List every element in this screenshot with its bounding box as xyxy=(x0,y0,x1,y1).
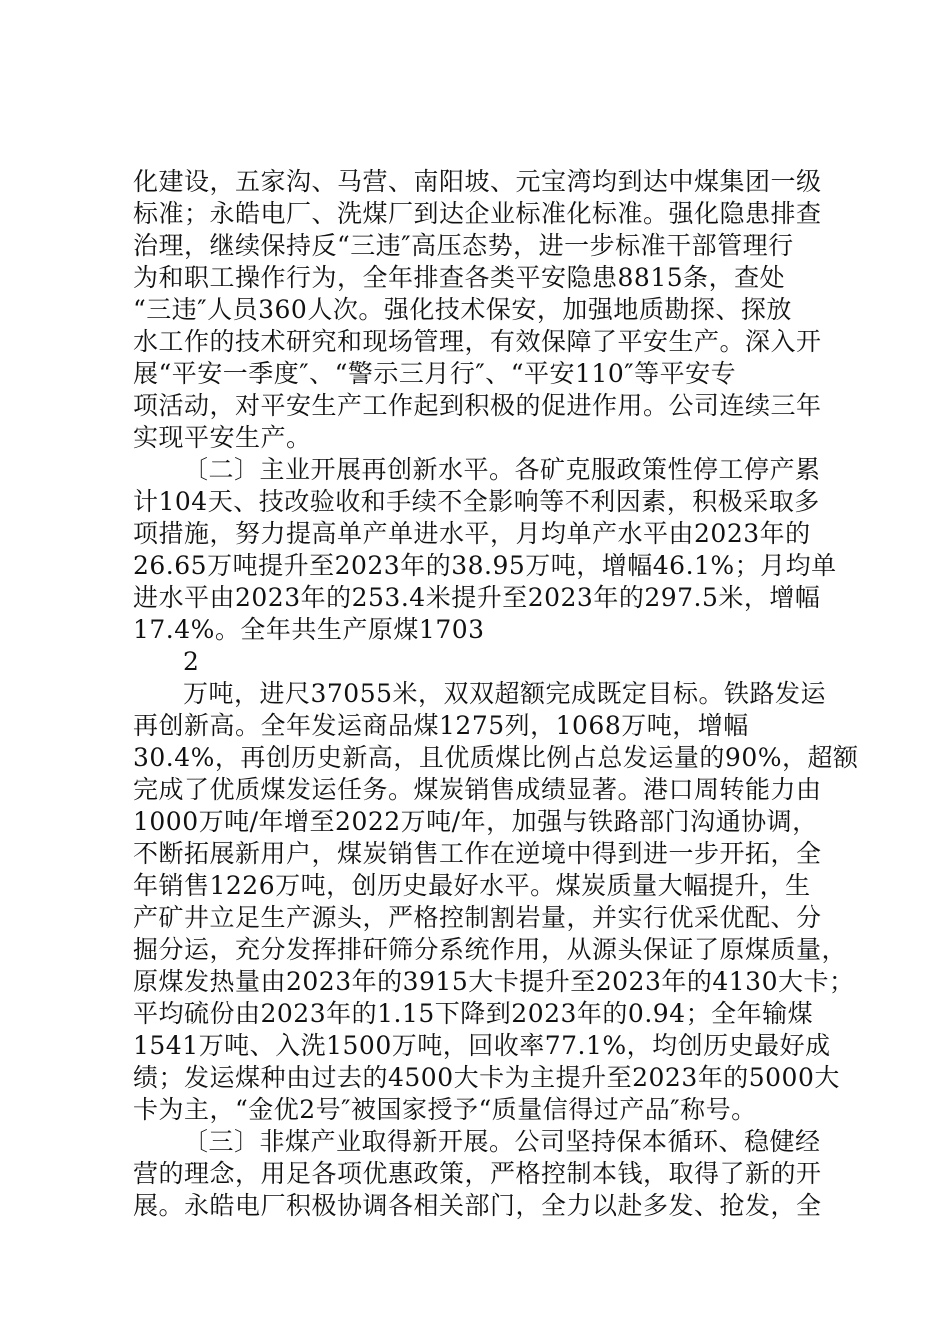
text-line: 绩；发运煤种由过去的4500大卡为主提升至2023年的5000大 xyxy=(133,1063,840,1092)
text-line: 万吨，进尺37055米，双双超额完成既定目标。铁路发运 xyxy=(183,679,827,708)
text-line: 产矿井立足生产源头，严格控制割岩量，并实行优采优配、分 xyxy=(133,903,822,932)
text-line: 治理，继续保持反“三违″高压态势，进一步标准干部管理行 xyxy=(133,231,794,260)
text-line: 完成了优质煤发运任务。煤炭销售成绩显著。港口周转能力由 xyxy=(133,775,822,804)
text-line: 再创新高。全年发运商品煤1275列，1068万吨，增幅 xyxy=(133,711,749,740)
text-line: 掘分运，充分发挥排矸筛分系统作用，从源头保证了原煤质量， xyxy=(133,935,848,964)
text-line: 卡为主，“金优2号″被国家授予“质量信得过产品″称号。 xyxy=(133,1095,757,1124)
paragraph-start-line: 〔三〕非煤产业取得新开展。公司坚持保本循环、稳健经 xyxy=(183,1127,821,1156)
page-number: 2 xyxy=(183,647,200,676)
text-line: 原煤发热量由2023年的3915大卡提升至2023年的4130大卡； xyxy=(133,967,855,996)
text-line: “三违″人员360人次。强化技术保安，加强地质勘探、探放 xyxy=(133,295,792,324)
text-line: 为和职工操作行为，全年排查各类平安隐患8815条，查处 xyxy=(133,263,786,292)
text-line: 年销售1226万吨，创历史最好水平。煤炭质量大幅提升，生 xyxy=(133,871,811,900)
text-line: 1541万吨、入洗1500万吨，回收率77.1%，均创历史最好成 xyxy=(133,1031,831,1060)
text-line: 水工作的技术研究和现场管理，有效保障了平安生产。深入开 xyxy=(133,327,822,356)
text-line: 进水平由2023年的253.4米提升至2023年的297.5米，增幅 xyxy=(133,583,821,612)
text-line: 实现平安生产。 xyxy=(133,423,312,452)
text-line: 26.65万吨提升至2023年的38.95万吨，增幅46.1%；月均单 xyxy=(133,551,837,580)
text-line: 营的理念，用足各项优惠政策，严格控制本钱，取得了新的开 xyxy=(133,1159,822,1188)
text-line: 展。永皓电厂积极协调各相关部门，全力以赴多发、抢发，全 xyxy=(133,1191,822,1220)
text-line: 计104天、技改验收和手续不全影响等不利因素，积极采取多 xyxy=(133,487,820,516)
text-line: 1000万吨/年增至2022万吨/年，加强与铁路部门沟通协调， xyxy=(133,807,818,836)
paragraph-start-line: 〔二〕主业开展再创新水平。各矿克服政策性停工停产累 xyxy=(183,455,821,484)
text-line: 项措施，努力提高单产单进水平，月均单产水平由2023年的 xyxy=(133,519,811,548)
text-line: 17.4%。全年共生产原煤1703 xyxy=(133,615,485,644)
text-line: 平均硫份由2023年的1.15下降到2023年的0.94；全年输煤 xyxy=(133,999,814,1028)
text-line: 标准；永皓电厂、洗煤厂到达企业标准化标准。强化隐患排查 xyxy=(133,199,822,228)
text-line: 化建设，五家沟、马营、南阳坡、元宝湾均到达中煤集团一级 xyxy=(133,167,822,196)
text-line: 项活动，对平安生产工作起到积极的促进作用。公司连续三年 xyxy=(133,391,822,420)
text-line: 展“平安一季度″、“警示三月行″、“平安110″等平安专 xyxy=(133,359,737,388)
text-line: 不断拓展新用户，煤炭销售工作在逆境中得到进一步开拓，全 xyxy=(133,839,822,868)
text-line: 30.4%，再创历史新高，且优质煤比例占总发运量的90%，超额 xyxy=(133,743,859,772)
